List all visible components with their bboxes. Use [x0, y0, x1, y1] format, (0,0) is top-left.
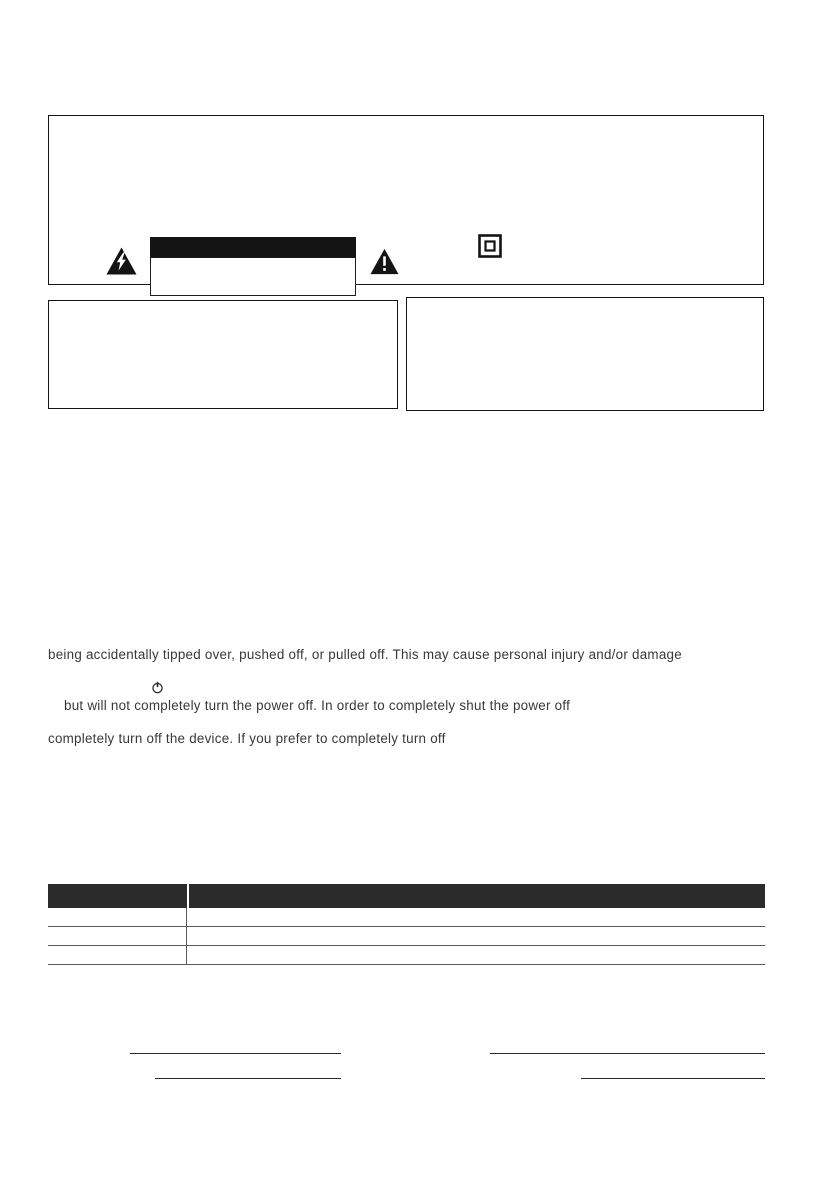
- body-text-tip-over: being accidentally tipped over, pushed off, or pulled off. This may cause personal injury and/or damage: [48, 647, 682, 662]
- fill-in-line: [490, 1053, 765, 1054]
- fill-in-line: [581, 1078, 765, 1079]
- table-row: [48, 927, 765, 946]
- spec-table-header: [48, 884, 765, 908]
- spec-table-header-col1: [48, 884, 187, 908]
- table-cell: [187, 927, 765, 945]
- fill-in-line: [130, 1053, 341, 1054]
- table-cell: [187, 946, 765, 964]
- table-cell: [48, 946, 187, 964]
- table-row: [48, 946, 765, 965]
- warning-note-box-left: [48, 300, 398, 409]
- warning-note-box-right: [406, 297, 764, 411]
- alert-icon: [370, 248, 399, 275]
- table-cell: [48, 927, 187, 945]
- table-cell: [48, 908, 187, 926]
- table-row: [48, 908, 765, 927]
- body-text-standby: but will not completely turn the power off. In order to completely shut the power off: [64, 698, 571, 713]
- caution-header-bar: [150, 237, 356, 257]
- body-text-power-off: completely turn off the device. If you prefer to completely turn off: [48, 731, 446, 746]
- spec-table: [48, 884, 765, 965]
- power-standby-icon: [151, 681, 164, 694]
- fill-in-line: [155, 1078, 341, 1079]
- double-insulation-icon: [478, 234, 502, 258]
- warning-symbols-panel: [48, 115, 764, 285]
- caution-message-box: [150, 257, 356, 296]
- table-cell: [187, 908, 765, 926]
- spec-table-header-col2: [189, 884, 765, 908]
- high-voltage-icon: [106, 247, 137, 275]
